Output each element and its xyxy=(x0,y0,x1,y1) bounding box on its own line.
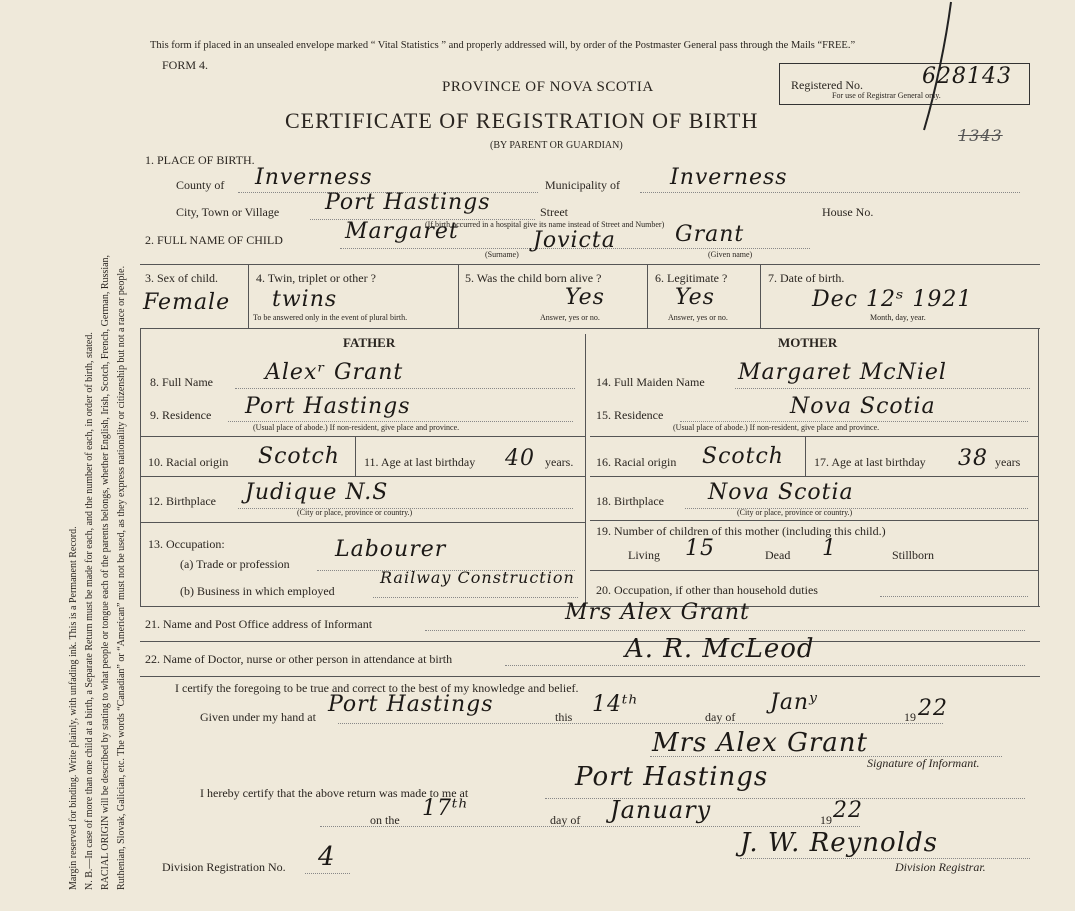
place-of-birth-label: 1. PLACE OF BIRTH. xyxy=(145,153,255,167)
city-value: Port Hastings xyxy=(325,190,491,215)
trade-value: Labourer xyxy=(335,537,447,562)
this-label: this xyxy=(555,710,573,724)
mother-age-unit: years xyxy=(995,455,1021,469)
mother-racial-value: Scotch xyxy=(702,444,784,469)
registered-number: 628143 xyxy=(922,64,1012,89)
street-label: Street xyxy=(540,205,568,219)
father-racial-value: Scotch xyxy=(258,444,340,469)
return-place: Port Hastings xyxy=(575,762,769,792)
hospital-note: (If birth occurred in a hospital give its name instead of Street and Number) xyxy=(425,220,665,229)
given-day: 14ᵗʰ xyxy=(592,692,639,717)
father-residence-label: 9. Residence xyxy=(150,408,212,422)
day-of-label: day of xyxy=(705,710,736,724)
mother-abode-note: (Usual place of abode.) If non-resident, give place and province. xyxy=(673,423,880,432)
given-note: (Given name) xyxy=(708,250,753,259)
father-birthplace-value: Judique N.S xyxy=(245,480,389,505)
child-surname: Grant xyxy=(675,222,745,247)
surname-note: (Surname) xyxy=(485,250,519,259)
given-year-prefix: 19 xyxy=(904,710,916,724)
alive-label: 5. Was the child born alive ? xyxy=(465,271,602,285)
corner-number: 1343 xyxy=(958,126,1003,145)
mail-notice: This form if placed in an unsealed envelope marked “ Vital Statistics ” and properly addressed will, by order of the Postmaster General pass through the Mails “FREE.” xyxy=(150,40,856,51)
mother-birthplace-note: (City or place, province or country.) xyxy=(737,508,853,517)
house-label: House No. xyxy=(822,205,874,219)
sex-label: 3. Sex of child. xyxy=(145,271,218,285)
doctor-value: A. R. McLeod xyxy=(625,634,815,664)
father-residence-value: Port Hastings xyxy=(245,394,411,419)
legitimate-value: Yes xyxy=(675,285,715,310)
on-the-label: on the xyxy=(370,813,400,827)
certify-text: I certify the foregoing to be true and correct to the best of my knowledge and belief. xyxy=(175,681,579,695)
father-birthplace-label: 12. Birthplace xyxy=(148,494,216,508)
mother-name-value: Margaret McNiel xyxy=(738,360,947,385)
return-year: 22 xyxy=(833,798,863,823)
doctor-label: 22. Name of Doctor, nurse or other person in attendance at birth xyxy=(145,652,453,666)
father-name-value: Alexʳ Grant xyxy=(265,360,404,385)
certificate-title: CERTIFICATE OF REGISTRATION OF BIRTH xyxy=(285,108,759,133)
living-value: 15 xyxy=(685,536,715,561)
certificate-subtitle: (BY PARENT OR GUARDIAN) xyxy=(490,140,623,151)
sex-value: Female xyxy=(143,290,231,315)
return-day-of-label: day of xyxy=(550,813,581,827)
informant-signature-label: Signature of Informant. xyxy=(867,756,980,770)
city-label: City, Town or Village xyxy=(176,205,280,219)
father-age-value: 40 xyxy=(505,446,535,471)
dob-label: 7. Date of birth. xyxy=(768,271,845,285)
mother-name-label: 14. Full Maiden Name xyxy=(596,375,705,389)
mother-children-label: 19. Number of children of this mother (including this child.) xyxy=(596,524,886,538)
mother-racial-label: 16. Racial origin xyxy=(596,455,677,469)
child-given-name: Margaret xyxy=(345,219,459,244)
mother-occupation-label: 20. Occupation, if other than household duties xyxy=(596,583,818,597)
given-month: Janʸ xyxy=(770,690,818,715)
given-place: Port Hastings xyxy=(328,692,494,717)
registered-label: Registered No. xyxy=(791,78,863,92)
return-day: 17ᵗʰ xyxy=(422,796,469,821)
registrar-signature: J. W. Reynolds xyxy=(740,828,938,858)
father-racial-label: 10. Racial origin xyxy=(148,455,229,469)
child-name-label: 2. FULL NAME OF CHILD xyxy=(145,233,283,247)
father-occupation-label: 13. Occupation: xyxy=(148,537,225,551)
informant-value: Mrs Alex Grant xyxy=(565,600,750,625)
father-birthplace-note: (City or place, province or country.) xyxy=(297,508,413,517)
given-label: Given under my hand at xyxy=(200,710,316,724)
alive-value: Yes xyxy=(565,285,605,310)
margin-note-4: Ruthenian, Slovak, Galician, etc. The words “Canadian” or “American” must not be used, as they express nationality or citizenship but not a race or people. xyxy=(116,265,127,890)
twin-note: To be answered only in the event of plural birth. xyxy=(253,313,408,322)
father-heading: FATHER xyxy=(343,335,396,350)
margin-note-1: Margin reserved for binding. Write plainly, with unfading ink. This is a Permanent Record. xyxy=(68,526,79,890)
legitimate-label: 6. Legitimate ? xyxy=(655,271,728,285)
registrar-label: Division Registrar. xyxy=(895,860,986,874)
trade-label: (a) Trade or profession xyxy=(180,557,290,571)
dob-value: Dec 12ˢ 1921 xyxy=(812,287,973,312)
informant-label: 21. Name and Post Office address of Informant xyxy=(145,617,373,631)
mother-age-value: 38 xyxy=(958,446,988,471)
municipality-label: Municipality of xyxy=(545,178,620,192)
hereby-text: I hereby certify that the above return was made to me at xyxy=(200,786,469,800)
father-name-label: 8. Full Name xyxy=(150,375,213,389)
margin-note-3: RACIAL ORIGIN will be described by stating to what people or tongue each of the parents belongs, whether English, Irish, Scotch, French, German, Russian, xyxy=(100,254,111,890)
stillborn-label: Stillborn xyxy=(892,548,935,562)
registrar-note: For use of Registrar General only. xyxy=(832,91,941,100)
division-value: 4 xyxy=(318,842,336,872)
mother-residence-value: Nova Scotia xyxy=(790,394,936,419)
margin-note-2: N. B.—In case of more than one child at a birth, a Separate Return must be made for each, and the number of each, in order of birth, stated. xyxy=(84,332,95,890)
county-value: Inverness xyxy=(255,165,373,190)
county-label: County of xyxy=(176,178,225,192)
return-month: January xyxy=(610,796,712,824)
legitimate-note: Answer, yes or no. xyxy=(668,313,728,322)
twin-label: 4. Twin, triplet or other ? xyxy=(256,271,376,285)
father-age-label: 11. Age at last birthday xyxy=(364,455,476,469)
twin-value: twins xyxy=(272,287,338,312)
dob-note: Month, day, year. xyxy=(870,313,926,322)
mother-age-label: 17. Age at last birthday xyxy=(814,455,926,469)
dead-label: Dead xyxy=(765,548,791,562)
mother-birthplace-value: Nova Scotia xyxy=(708,480,854,505)
form-number: FORM 4. xyxy=(162,58,209,72)
division-label: Division Registration No. xyxy=(162,860,286,874)
alive-note: Answer, yes or no. xyxy=(540,313,600,322)
business-value: Railway Construction xyxy=(380,568,575,587)
father-abode-note: (Usual place of abode.) If non-resident, give place and province. xyxy=(253,423,460,432)
father-age-unit: years. xyxy=(545,455,574,469)
mother-heading: MOTHER xyxy=(778,335,838,350)
business-label: (b) Business in which employed xyxy=(180,584,335,598)
mother-residence-label: 15. Residence xyxy=(596,408,664,422)
living-label: Living xyxy=(628,548,660,562)
given-year: 22 xyxy=(918,696,948,721)
dead-value: 1 xyxy=(822,536,837,561)
informant-signature: Mrs Alex Grant xyxy=(652,728,868,758)
child-middle-name: Jovicta xyxy=(533,228,616,253)
mother-birthplace-label: 18. Birthplace xyxy=(596,494,664,508)
municipality-value: Inverness xyxy=(670,165,788,190)
province-heading: PROVINCE OF NOVA SCOTIA xyxy=(442,79,654,95)
pen-stroke-mark xyxy=(918,0,958,140)
return-year-prefix: 19 xyxy=(820,813,832,827)
